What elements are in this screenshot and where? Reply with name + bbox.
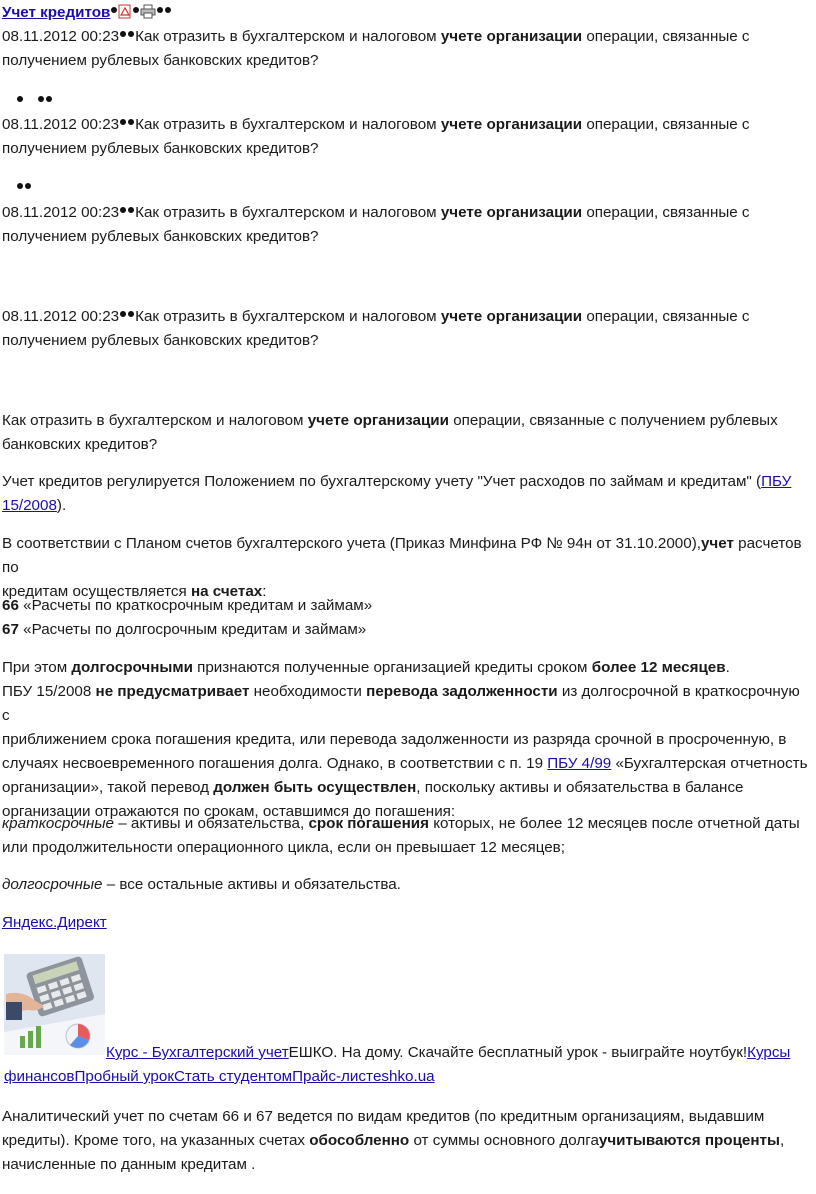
paragraph-regulation: Учет кредитов регулируется Положением по бухгалтерскому учету "Учет расходов по займам и кредитам" (ПБУ 15/2008). [2, 473, 792, 514]
courses-link[interactable]: финансов [4, 1068, 75, 1085]
account-67: 67 «Расчеты по долгосрочным кредитам и займам» [2, 621, 367, 638]
become-student-link[interactable]: Стать студентом [173, 1068, 293, 1085]
entry-text: Как отразить в бухгалтерском и налоговом [135, 28, 441, 45]
entry-text: операции, связанные с [582, 116, 750, 133]
dot-icon [111, 7, 117, 13]
ad-domain-link[interactable]: eshko.ua [372, 1068, 435, 1085]
entry-bold: учете организации [440, 28, 583, 45]
paragraph-analytics: Аналитический учет по счетам 66 и 67 ведется по видам кредитов (по кредитным организациям, выдавшим кредиты). Кроме того, на указанных счетах обособленно от суммы основного долгаучитываются проценты, начисленные по данным кредитам . [2, 1108, 785, 1173]
courses-link[interactable]: Курсы [747, 1044, 791, 1061]
entry-timestamp: 08.11.2012 00:23 [2, 116, 120, 133]
entry-text-line2: получением рублевых банковских кредитов? [2, 228, 319, 245]
price-list-link[interactable]: Прайс-лист [292, 1068, 373, 1085]
entry-text-line2: получением рублевых банковских кредитов? [2, 140, 319, 157]
entry-text: операции, связанные с [582, 204, 750, 221]
dot-icon [17, 96, 23, 102]
dot-icon [25, 183, 31, 189]
accounts-list [2, 594, 810, 642]
dot-icon [120, 207, 126, 213]
dot-icon [120, 311, 126, 317]
pbu-15-link[interactable]: ПБУ [761, 473, 792, 490]
entry-1 [2, 25, 810, 73]
dot-icon [128, 119, 134, 125]
entry-text-line2: получением рублевых банковских кредитов? [2, 332, 319, 349]
entry-bold: учете организации [440, 308, 583, 325]
dot-icon [38, 96, 44, 102]
ad-title-link[interactable]: Курс - Бухгалтерский учет [106, 1044, 289, 1061]
dot-icon [17, 183, 23, 189]
dot-row [16, 90, 816, 114]
doc-header [2, 1, 810, 27]
entry-2 [2, 113, 810, 161]
account-66: 66 «Расчеты по краткосрочным кредитам и займам» [2, 597, 373, 614]
paragraph-chart-of-accounts: В соответствии с Планом счетов бухгалтерского учета (Приказ Минфина РФ № 94н от 31.10.2000),учет расчетов по кредитам осуществляется на счетах: [2, 535, 802, 600]
entry-text: Как отразить в бухгалтерском и налоговом [135, 204, 441, 221]
entry-text: Как отразить в бухгалтерском и налоговом [135, 116, 441, 133]
dot-icon [128, 31, 134, 37]
dot-icon [165, 7, 171, 13]
ad-label [2, 911, 810, 935]
entry-bold: учете организации [440, 204, 583, 221]
entry-text-line2: получением рублевых банковских кредитов? [2, 52, 319, 69]
pdf-icon[interactable] [118, 3, 132, 27]
paragraph-short-term-def: краткосрочные – активы и обязательства, срок погашения которых, не более 12 месяцев после отчетной даты или продолжительности операционного цикла, если он превышает 12 месяцев; [2, 815, 800, 856]
paragraph-long-term-def: долгосрочные – все остальные активы и обязательства. [2, 876, 401, 893]
entry-timestamp: 08.11.2012 00:23 [2, 204, 120, 221]
entry-timestamp: 08.11.2012 00:23 [2, 28, 120, 45]
dot-icon [120, 31, 126, 37]
dot-icon [128, 207, 134, 213]
paragraph-long-term: При этом долгосрочными признаются полученные организацией кредиты сроком более 12 месяцев. ПБУ 15/2008 не предусматривает необходимости перевода задолженности из долгосрочной в краткосрочную с приближением срока погашения кредита, или перевода задолженности из разряда срочной в просроченную, в случаях несвоевременного погашения долга. Однако, в соответствии с п. 19 ПБУ 4/99 «Бухгалтерская отчетность организации», такой перевод должен быть осуществлен, поскольку активы и обязательства в балансе организации отражаются по срокам, оставшимся до погашения: [2, 659, 808, 820]
entry-text: операции, связанные с [582, 308, 750, 325]
dot-icon [128, 311, 134, 317]
entry-bold: учете организации [440, 116, 583, 133]
yandex-direct-link[interactable]: Яндекс.Директ [2, 914, 107, 931]
calculator-thumbnail[interactable] [4, 954, 105, 1055]
trial-lesson-link[interactable]: Пробный урок [74, 1068, 174, 1085]
ad-text [2, 1041, 810, 1089]
entry-3 [2, 201, 810, 249]
pbu-15-link[interactable]: 15/2008 [2, 497, 57, 514]
title-link[interactable]: Учет кредитов [2, 4, 111, 21]
entry-text: операции, связанные с [582, 28, 750, 45]
print-icon[interactable] [140, 3, 156, 27]
article-question: Как отразить в бухгалтерском и налоговом учете организации операции, связанные с получением рублевых банковских кредитов? [2, 412, 778, 453]
entry-4 [2, 305, 810, 353]
dot-icon [120, 119, 126, 125]
pbu-4-link[interactable]: ПБУ 4/99 [547, 755, 612, 772]
dot-icon [133, 7, 139, 13]
dot-row [16, 177, 816, 201]
ad-body: ЕШКО. На дому. Скачайте бесплатный урок - выиграйте ноутбук! [288, 1044, 748, 1061]
dot-icon [46, 96, 52, 102]
entry-timestamp: 08.11.2012 00:23 [2, 308, 120, 325]
entry-text: Как отразить в бухгалтерском и налоговом [135, 308, 441, 325]
dot-icon [157, 7, 163, 13]
